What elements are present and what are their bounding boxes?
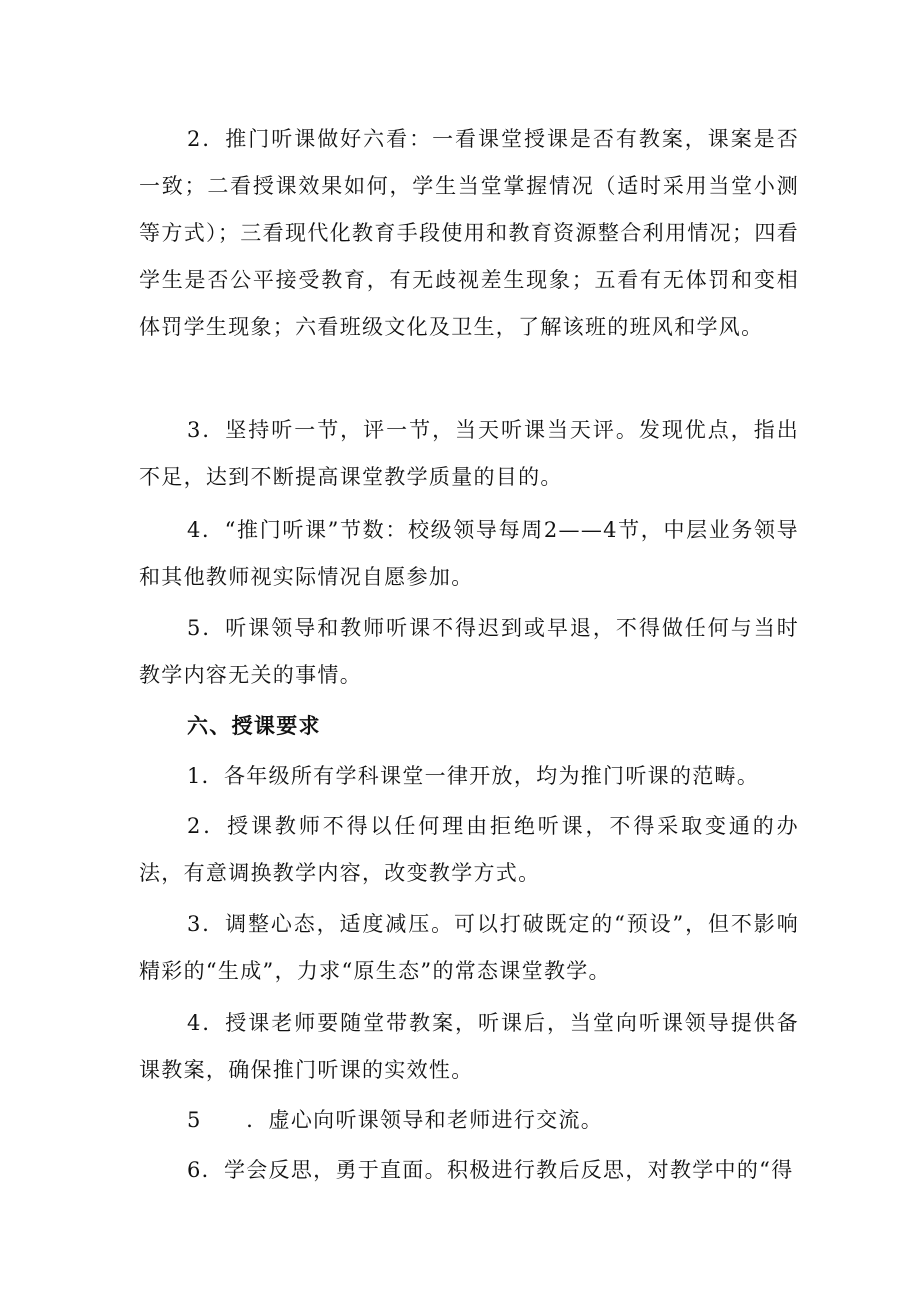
paragraph-3-adjust-mindset: 3．调整心态，适度减压。可以打破既定的“预设”，但不影响精彩的“生成”，力求“原生态”的常态课堂教学。 bbox=[139, 912, 799, 983]
paragraph-2-push-door-six-checks: 2．推门听课做好六看：一看课堂授课是否有教案，课案是否一致；二看授课效果如何，学生当堂掌握情况（适时采用当堂小测等方式）；三看现代化教育手段使用和教育资源整合利用情况；四看学生是否公平接受教育，有无歧视差生现象；五看有无体罚和变相体罚学生现象；六看班级文化及卫生，了解该班的班风和学风。 bbox=[139, 127, 799, 339]
paragraph-4-lesson-count: 4．“推门听课”节数：校级领导每周2——4节，中层业务领导和其他教师视实际情况自愿参加。 bbox=[139, 518, 799, 589]
paragraph-5-communicate: 5 ．虚心向听课领导和老师进行交流。 bbox=[187, 1108, 604, 1132]
paragraph-6-reflection: 6．学会反思，勇于直面。积极进行教后反思，对教学中的“得 bbox=[187, 1158, 794, 1182]
section-heading-teaching-requirements: 六、授课要求 bbox=[187, 714, 321, 738]
paragraph-4-bring-lesson-plan: 4．授课老师要随堂带教案，听课后，当堂向听课领导提供备课教案，确保推门听课的实效性。 bbox=[139, 1011, 799, 1082]
paragraph-1-all-classes-open: 1．各年级所有学科课堂一律开放，均为推门听课的范畴。 bbox=[187, 764, 760, 788]
paragraph-2-no-refusal: 2．授课教师不得以任何理由拒绝听课，不得采取变通的办法，有意调换教学内容，改变教学方式。 bbox=[139, 814, 799, 885]
paragraph-3-listen-and-evaluate: 3．坚持听一节，评一节，当天听课当天评。发现优点，指出不足，达到不断提高课堂教学质量的目的。 bbox=[139, 418, 799, 489]
paragraph-5-no-lateness: 5．听课领导和教师听课不得迟到或早退，不得做任何与当时教学内容无关的事情。 bbox=[139, 616, 799, 687]
